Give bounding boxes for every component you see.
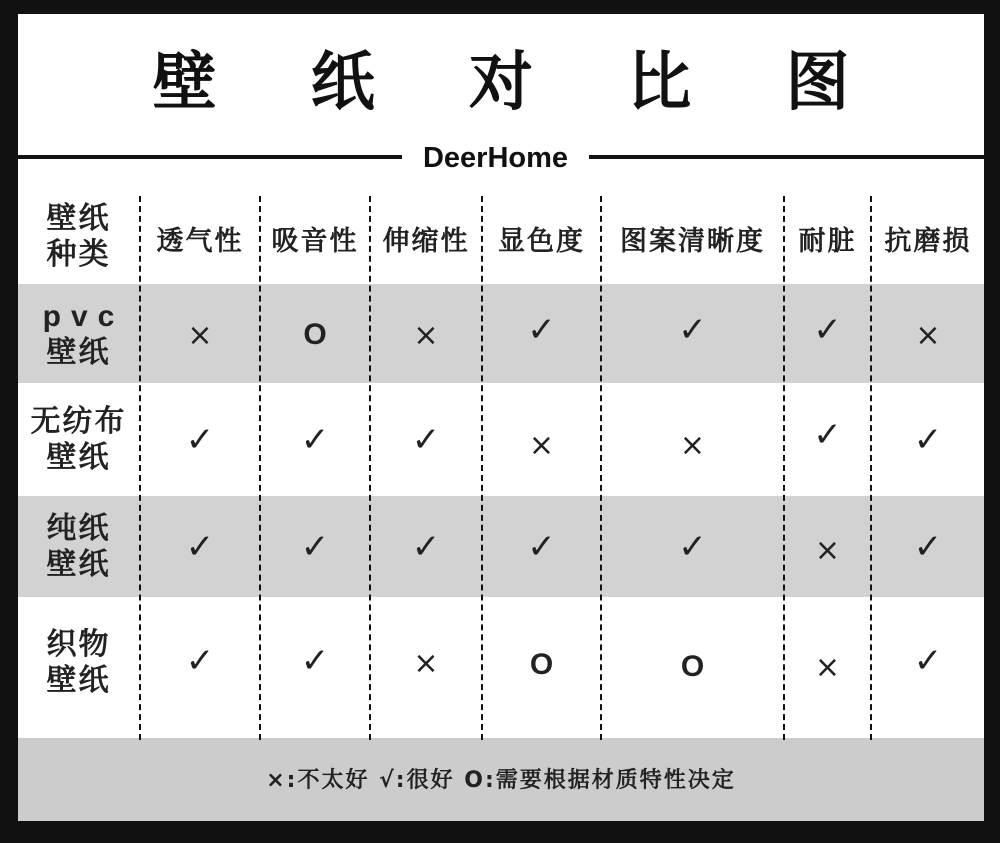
rating-mark: ✓	[411, 527, 441, 567]
row-label	[18, 614, 139, 712]
rating-mark: ✓	[185, 527, 215, 567]
divider-left	[18, 155, 402, 159]
row-label-line1: 无纺布	[30, 404, 127, 439]
row-label	[18, 500, 139, 594]
page-title: 壁 纸 对 比 图	[152, 46, 886, 120]
row-label-line1: pvc	[42, 300, 125, 333]
row-label	[18, 290, 139, 380]
rating-mark: ✓	[678, 310, 707, 350]
rating-mark: ✓	[678, 527, 707, 567]
column-header: 伸缩性	[382, 225, 470, 257]
corner-header	[18, 190, 139, 284]
rating-mark: ✓	[411, 420, 441, 460]
column-header: 图案清晰度	[620, 225, 765, 257]
rating-mark: ×	[528, 427, 555, 463]
divider-right	[589, 155, 984, 159]
rating-mark: ✓	[813, 310, 842, 350]
row-label-line2: 壁纸	[46, 335, 111, 370]
rating-mark: ✓	[527, 310, 556, 350]
row-label-line2: 壁纸	[46, 547, 111, 582]
rating-mark: ✓	[913, 527, 943, 567]
brand-label: DeerHome	[422, 142, 569, 174]
row-label	[18, 393, 139, 487]
rating-mark: ×	[413, 645, 439, 681]
rating-mark: ✓	[185, 420, 215, 460]
column-header: 耐脏	[798, 225, 857, 257]
row-label-line2: 壁纸	[46, 440, 111, 475]
rating-mark: ×	[679, 427, 706, 463]
rating-mark: O	[680, 650, 705, 683]
row-label-line2: 壁纸	[46, 663, 111, 698]
corner-header-line2: 种类	[46, 237, 111, 272]
rating-mark: ×	[814, 532, 841, 568]
rating-mark: ✓	[813, 415, 842, 455]
corner-header-line1: 壁纸	[46, 201, 111, 236]
column-header: 抗磨损	[884, 225, 972, 257]
rating-mark: ×	[915, 317, 941, 353]
rating-mark: ✓	[300, 641, 330, 681]
column-header: 透气性	[156, 225, 244, 257]
rating-mark: ✓	[527, 527, 556, 567]
rating-mark: O	[529, 648, 554, 681]
rating-mark: ×	[187, 317, 213, 353]
column-header: 显色度	[498, 225, 585, 257]
column-header: 吸音性	[271, 225, 359, 257]
rating-mark: ✓	[913, 420, 943, 460]
rating-mark: ×	[814, 649, 841, 685]
row-label-line1: 织物	[46, 627, 111, 662]
rating-mark: ×	[413, 317, 439, 353]
rating-mark: ✓	[300, 527, 330, 567]
rating-mark: ✓	[300, 420, 330, 460]
legend-text: ×:不太好 √:很好 O:需要根据材质特性决定	[266, 768, 736, 793]
rating-mark: O	[303, 318, 327, 351]
rating-mark: ✓	[185, 641, 215, 681]
rating-mark: ✓	[913, 641, 943, 681]
row-label-line1: 纯纸	[46, 511, 111, 546]
